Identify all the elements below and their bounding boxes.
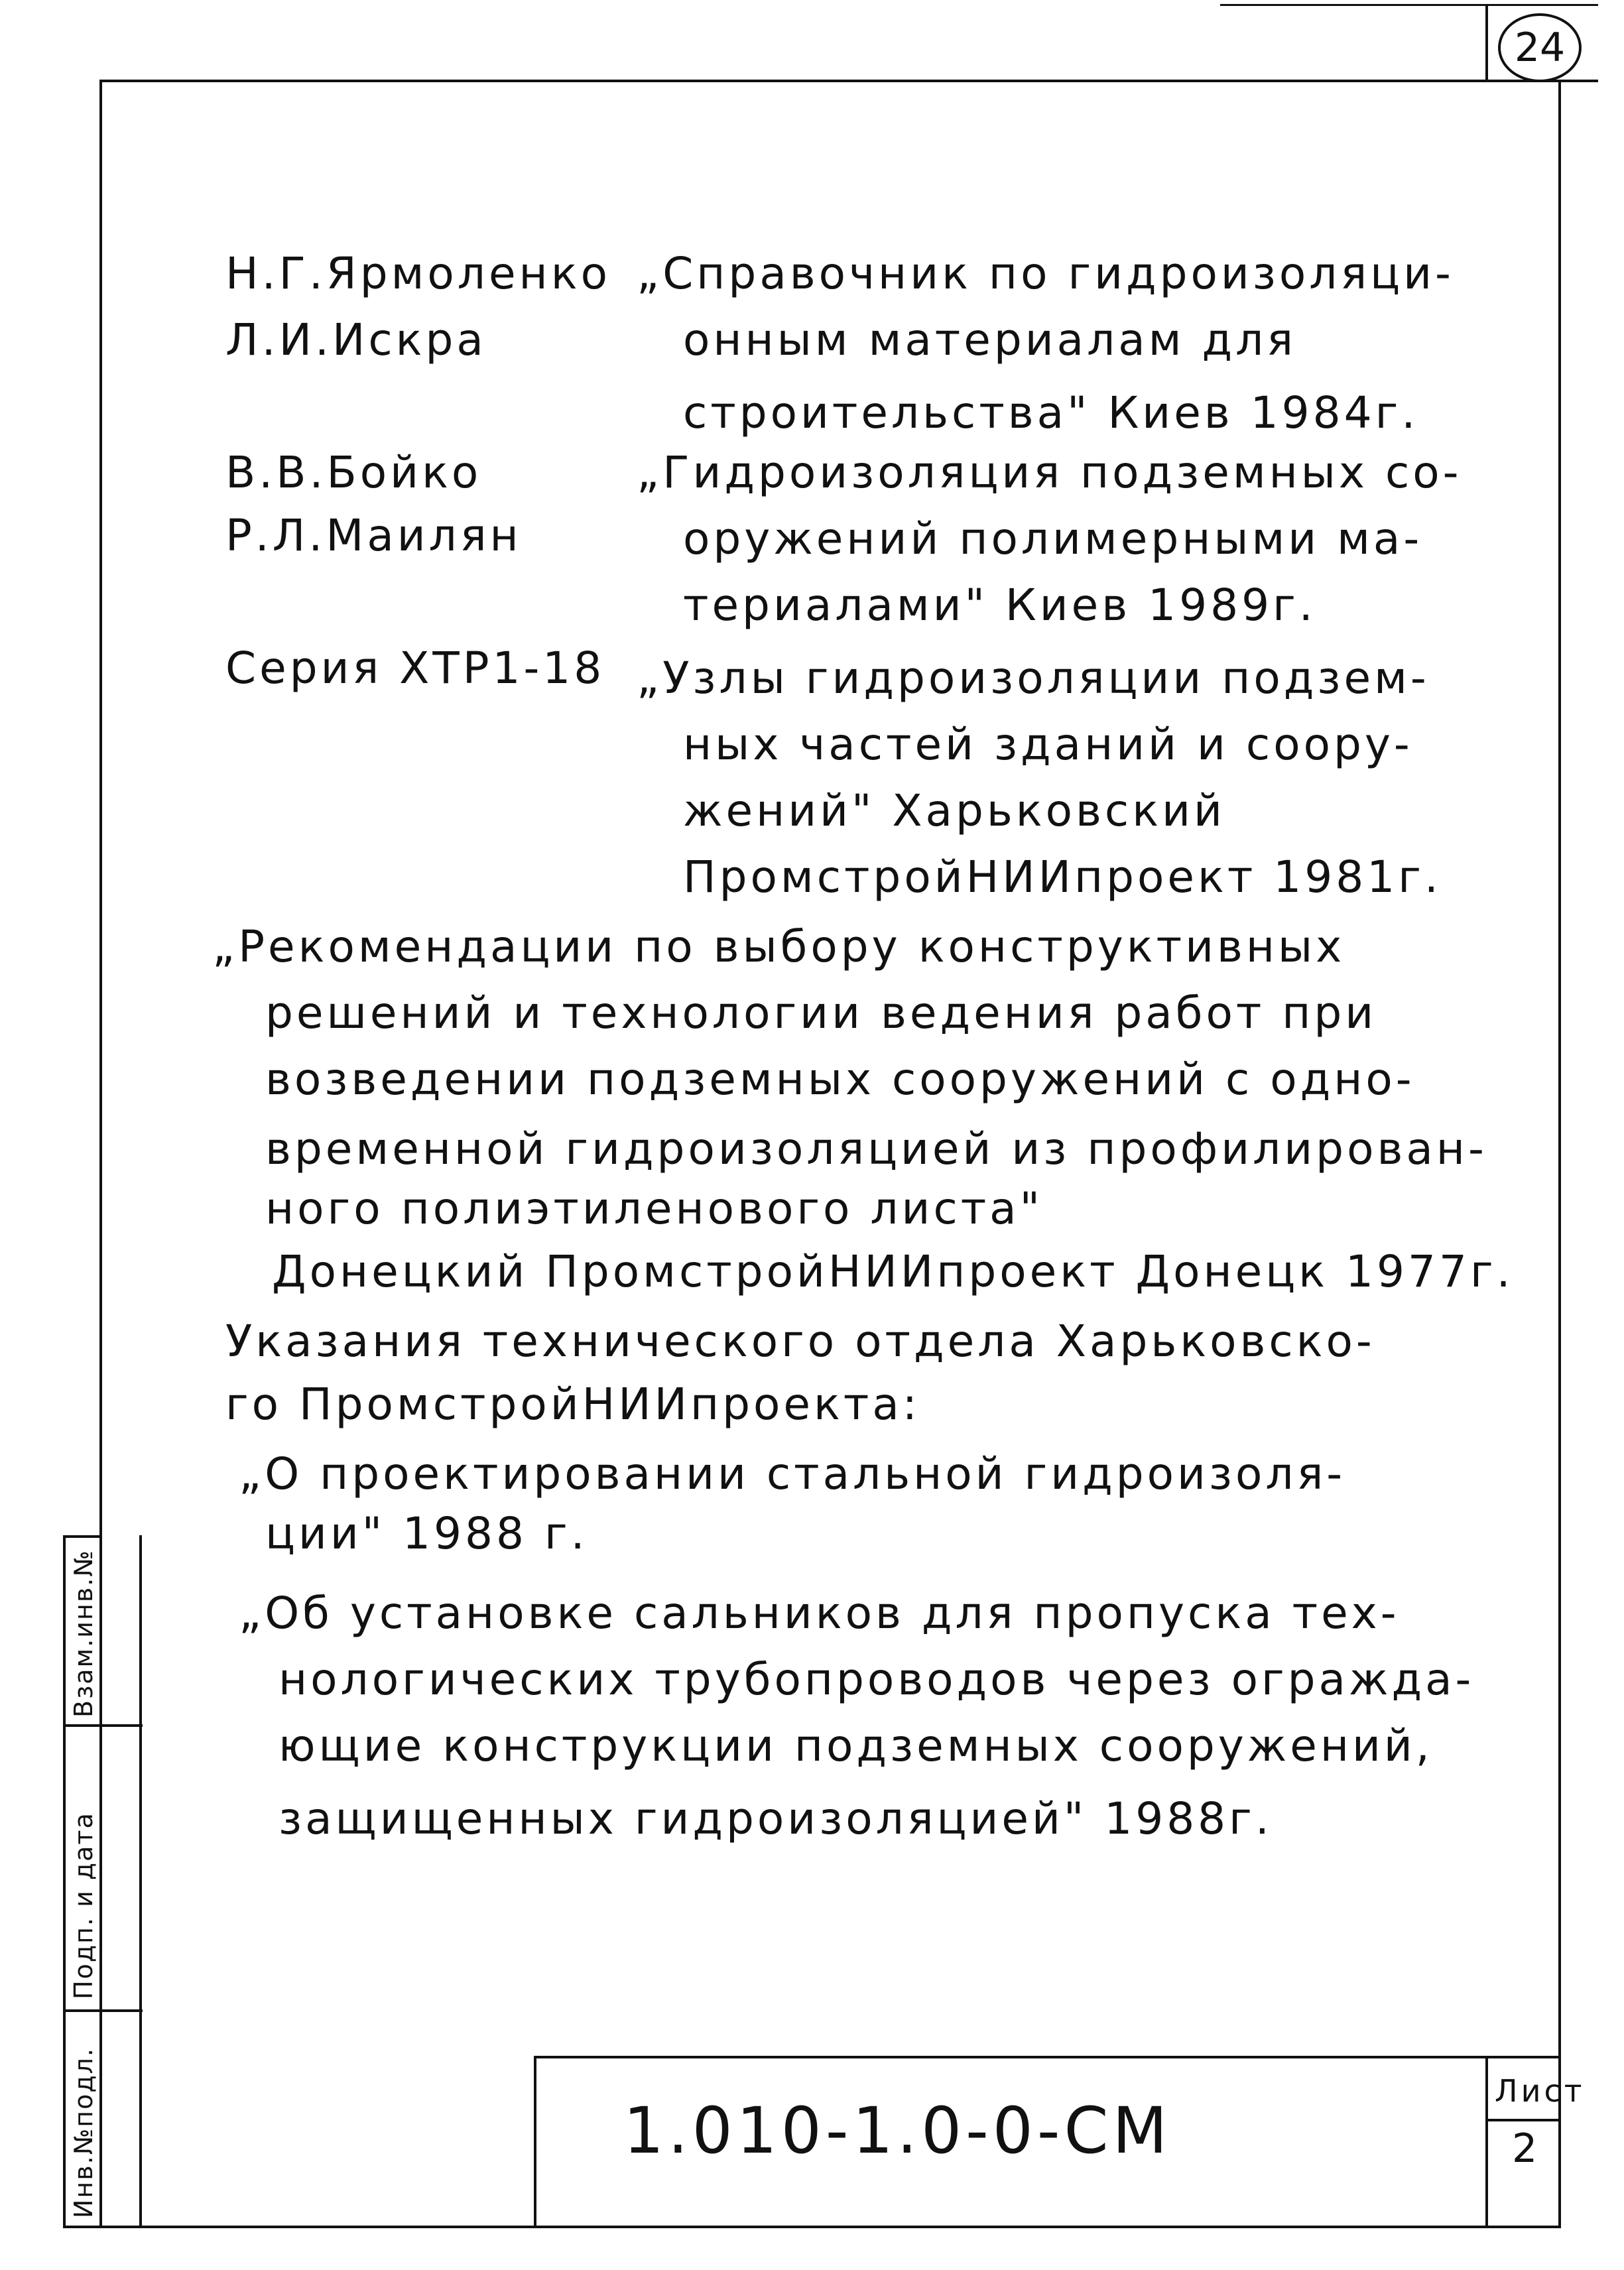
rec-line-6: Донецкий ПромстройНИИпроект Донецк 1977г. bbox=[272, 1246, 1514, 1297]
ref3-title-3: жений" Харьковский bbox=[683, 785, 1225, 836]
instructions-line-1: Указания технического отдела Харьковско- bbox=[225, 1316, 1375, 1367]
ref2-title-1: „Гидроизоляция подземных со- bbox=[637, 447, 1462, 498]
frame-bottom-line bbox=[63, 2226, 1561, 2228]
document-code: 1.010-1.0-0-СМ bbox=[623, 2094, 1172, 2168]
rec-line-3: возведении подземных сооружений с одно- bbox=[265, 1054, 1415, 1105]
glands-line-2: нологических трубопроводов через огражда- bbox=[279, 1654, 1475, 1705]
steel-line-2: ции" 1988 г. bbox=[265, 1508, 588, 1559]
ref2-author-1: В.В.Бойко bbox=[225, 447, 482, 498]
title-block-left bbox=[534, 2056, 536, 2228]
instructions-line-2: го ПромстройНИИпроекта: bbox=[225, 1379, 921, 1430]
frame-top-extension bbox=[1220, 4, 1598, 6]
glands-line-1: „Об установке сальников для пропуска тех- bbox=[239, 1588, 1400, 1639]
stamp-sign-date: Подп. и дата bbox=[69, 1812, 98, 1999]
rec-line-5: ного полиэтиленового листа" bbox=[265, 1183, 1043, 1234]
side-stamp-top bbox=[63, 1535, 102, 1538]
ref2-title-3: териалами" Киев 1989г. bbox=[683, 580, 1316, 631]
glands-line-4: защищенных гидроизоляцией" 1988г. bbox=[279, 1793, 1273, 1844]
glands-line-3: ющие конструкции подземных сооружений, bbox=[279, 1720, 1433, 1771]
stamp-inv-orig: Инв.№подл. bbox=[69, 2047, 98, 2218]
rec-line-2: решений и технологии ведения работ при bbox=[265, 987, 1377, 1039]
ref3-title-4: ПромстройНИИпроект 1981г. bbox=[683, 851, 1442, 903]
sheet-box-divider bbox=[1485, 2119, 1561, 2121]
ref1-title-3: строительства" Киев 1984г. bbox=[683, 387, 1419, 438]
title-block-top bbox=[534, 2056, 1561, 2058]
rec-line-4: временной гидроизоляцией из профилирован- bbox=[265, 1123, 1487, 1174]
ref1-title-1: „Справочник по гидроизоляци- bbox=[637, 248, 1454, 299]
ref1-title-2: онным материалам для bbox=[683, 314, 1296, 365]
frame-corner-tick bbox=[1485, 4, 1488, 82]
stamp-replace-inv: Взам.инв.№ bbox=[69, 1549, 98, 1718]
ref3-author-1: Серия ХТР1-18 bbox=[225, 643, 605, 694]
side-stamp-divider-2 bbox=[63, 2009, 143, 2012]
frame-right-line bbox=[1558, 80, 1561, 2228]
side-stamp-right bbox=[139, 1535, 142, 2228]
ref3-title-2: ных частей зданий и соору- bbox=[683, 719, 1413, 770]
ref1-author-2: Л.И.Искра bbox=[225, 314, 487, 365]
ref3-title-1: „Узлы гидроизоляции подзем- bbox=[637, 653, 1430, 704]
side-stamp-outer bbox=[63, 1535, 66, 2228]
sheet-number: 2 bbox=[1512, 2125, 1541, 2172]
side-stamp-inner bbox=[99, 1535, 102, 2228]
frame-top-line bbox=[99, 80, 1598, 82]
side-stamp-divider-1 bbox=[63, 1724, 143, 1727]
ref1-author-1: Н.Г.Ярмоленко bbox=[225, 248, 611, 299]
sheet-box-left bbox=[1485, 2056, 1488, 2228]
sheet-label: Лист bbox=[1495, 2073, 1586, 2109]
ref2-author-2: Р.Л.Маилян bbox=[225, 510, 522, 561]
rec-line-1: „Рекомендации по выбору конструктивных bbox=[212, 921, 1345, 972]
ref2-title-2: оружений полимерными ма- bbox=[683, 513, 1423, 564]
page-number: 24 bbox=[1498, 13, 1582, 82]
steel-line-1: „О проектировании стальной гидроизоля- bbox=[239, 1448, 1346, 1499]
